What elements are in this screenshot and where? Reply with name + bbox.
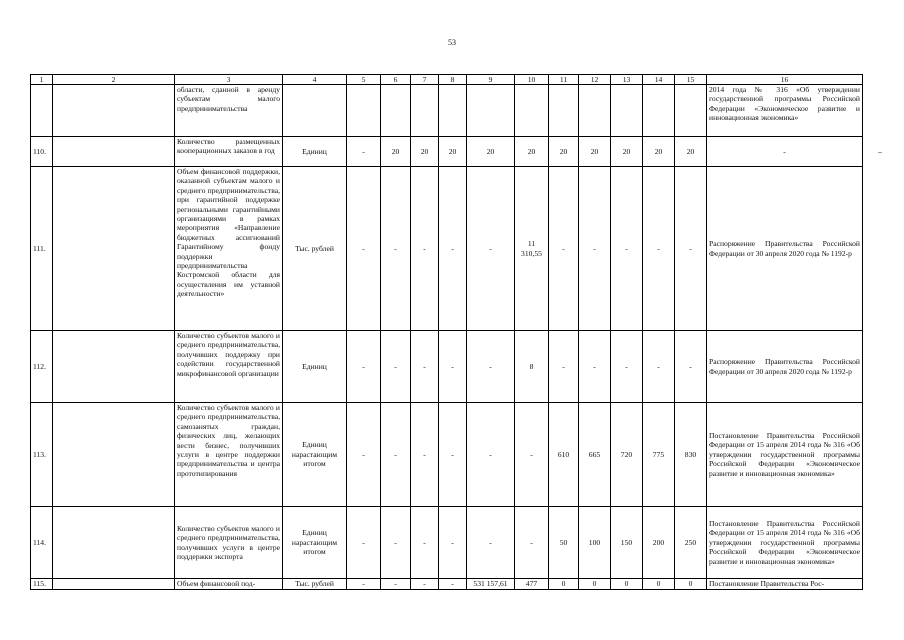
row-number: 111. [31,167,53,331]
indicator-name: области, сданной в аренду субъектам малого предпринимательства [175,85,283,137]
value-cell [439,85,467,137]
value-cell: - [579,167,611,331]
value-cell: - [675,167,707,331]
legal-basis: Распоряжение Правительства Российской Федерации от 30 апреля 2020 года № 1192-р [707,167,863,331]
header-cell: 12 [579,75,611,85]
header-cell: 4 [283,75,347,85]
value-cell: - [439,507,467,579]
row-col2 [53,507,175,579]
value-cell: - [347,167,381,331]
value-cell: 20 [643,137,675,167]
page-number: 53 [448,38,456,47]
value-cell: 720 [611,403,643,507]
value-cell: - [411,331,439,403]
legal-basis: - [707,137,863,167]
value-cell: 775 [643,403,675,507]
value-cell: - [381,579,411,590]
value-cell [381,85,411,137]
value-cell [515,85,549,137]
unit-cell: Единиц [283,331,347,403]
row-number: 113. [31,403,53,507]
header-cell: 10 [515,75,549,85]
value-cell: - [381,403,411,507]
value-cell: - [411,167,439,331]
row-col2 [53,331,175,403]
value-cell: 0 [611,579,643,590]
value-cell: 150 [611,507,643,579]
header-cell: 14 [643,75,675,85]
value-cell: - [347,403,381,507]
value-cell: - [411,403,439,507]
row-col2 [53,167,175,331]
value-cell: - [611,167,643,331]
value-cell: 200 [643,507,675,579]
value-cell [611,85,643,137]
header-cell: 11 [549,75,579,85]
header-cell: 8 [439,75,467,85]
value-cell: 50 [549,507,579,579]
value-cell: 20 [579,137,611,167]
value-cell: 0 [643,579,675,590]
legal-basis: Распоряжение Правительства Российской Федерации от 30 апреля 2020 года № 1192-р [707,331,863,403]
table-row [31,403,863,507]
value-cell: - [643,331,675,403]
value-cell: - [347,507,381,579]
value-cell: 20 [439,137,467,167]
header-cell: 15 [675,75,707,85]
value-cell: - [347,579,381,590]
value-cell [579,85,611,137]
header-cell: 16 [707,75,863,85]
value-cell: - [549,167,579,331]
value-cell: - [611,331,643,403]
value-cell: - [675,331,707,403]
table-row [31,137,863,167]
unit-cell: Единиц нарастающим итогом [283,403,347,507]
row-number: 114. [31,507,53,579]
value-cell: - [643,167,675,331]
header-cell: 6 [381,75,411,85]
value-cell: 830 [675,403,707,507]
unit-cell: Тыс. рублей [283,579,347,590]
table-row [31,331,863,403]
legal-basis: 2014 года № 316 «Об утверждении государственной программы Российской Федерации «Экономическое развитие и инновационная экономика» [707,85,863,137]
legal-basis: Постановление Правительства Рос- [707,579,863,590]
value-cell: - [467,167,515,331]
legal-basis: Постановление Правительства Российской Федерации от 15 апреля 2014 года № 316 «Об утверждении государственной программы Российской Федерации «Экономическое развитие и инновационная экономика» [707,507,863,579]
value-cell: 477 [515,579,549,590]
value-cell: 0 [579,579,611,590]
indicators-table [30,74,863,590]
value-cell: - [347,331,381,403]
unit-cell: Тыс. рублей [283,167,347,331]
header-cell: 7 [411,75,439,85]
value-cell: - [439,579,467,590]
row-number: 112. [31,331,53,403]
header-cell: 1 [31,75,53,85]
table-row [31,167,863,331]
header-cell: 9 [467,75,515,85]
column-number-row [31,75,863,85]
unit-cell: Единиц нарастающим итогом [283,507,347,579]
indicator-name: Количество размещенных кооперационных заказов в год [175,137,283,167]
value-cell: - [467,507,515,579]
scan-mark [878,152,882,153]
indicator-name: Объем финансовой под- [175,579,283,590]
value-cell: - [579,331,611,403]
value-cell: - [411,507,439,579]
value-cell: - [549,331,579,403]
row-number: 110. [31,137,53,167]
legal-basis: Постановление Правительства Российской Федерации от 15 апреля 2014 года № 316 «Об утверждении государственной программы Российской Федерации «Экономическое развитие и инновационная экономика» [707,403,863,507]
indicator-name: Количество субъектов малого и среднего предпринимательства, получивших услуги в центре поддержки экспорта [175,507,283,579]
value-cell: 0 [675,579,707,590]
table-row [31,85,863,137]
value-cell [347,85,381,137]
table-row [31,579,863,590]
value-cell: - [467,403,515,507]
header-cell: 2 [53,75,175,85]
unit-cell: Единиц [283,137,347,167]
value-cell: 20 [467,137,515,167]
value-cell: - [515,507,549,579]
value-cell: - [381,331,411,403]
row-col2 [53,137,175,167]
value-cell [675,85,707,137]
value-cell: - [347,137,381,167]
indicator-name: Количество субъектов малого и среднего предпринимательства, самозанятых граждан, физических лиц, желающих вести бизнес, получивших услуги в центре поддержки предпринимательства и центра прототипирования [175,403,283,507]
value-cell: 531 157,61 [467,579,515,590]
header-cell: 3 [175,75,283,85]
value-cell: - [439,331,467,403]
table-row [31,507,863,579]
value-cell: - [515,403,549,507]
value-cell: 20 [675,137,707,167]
value-cell: - [381,167,411,331]
value-cell [467,85,515,137]
value-cell [411,85,439,137]
indicator-name: Объем финансовой поддержки, оказанной субъектам малого и среднего предпринимательства, при гарантийной поддержке региональными гарантийными организациями в рамках мероприятия «Направление бюджетных ассигнований Гарантийному фонду поддержки предпринимательства Костромской области для осуществления им уставной деятельности» [175,167,283,331]
value-cell: - [439,167,467,331]
row-number [31,85,53,137]
value-cell: 665 [579,403,611,507]
value-cell: 11 310,55 [515,167,549,331]
value-cell: - [439,403,467,507]
unit-cell [283,85,347,137]
value-cell: 20 [611,137,643,167]
value-cell: 100 [579,507,611,579]
value-cell: - [467,331,515,403]
row-col2 [53,85,175,137]
value-cell: - [411,579,439,590]
value-cell: 20 [549,137,579,167]
value-cell: 20 [381,137,411,167]
value-cell: - [381,507,411,579]
row-col2 [53,579,175,590]
value-cell: 610 [549,403,579,507]
value-cell [643,85,675,137]
value-cell [549,85,579,137]
row-number: 115. [31,579,53,590]
value-cell: 250 [675,507,707,579]
value-cell: 0 [549,579,579,590]
row-col2 [53,403,175,507]
header-cell: 5 [347,75,381,85]
value-cell: 8 [515,331,549,403]
value-cell: 20 [515,137,549,167]
header-cell: 13 [611,75,643,85]
indicator-name: Количество субъектов малого и среднего предпринимательства, получивших поддержку при содействии государственной микрофинансовой организации [175,331,283,403]
value-cell: 20 [411,137,439,167]
